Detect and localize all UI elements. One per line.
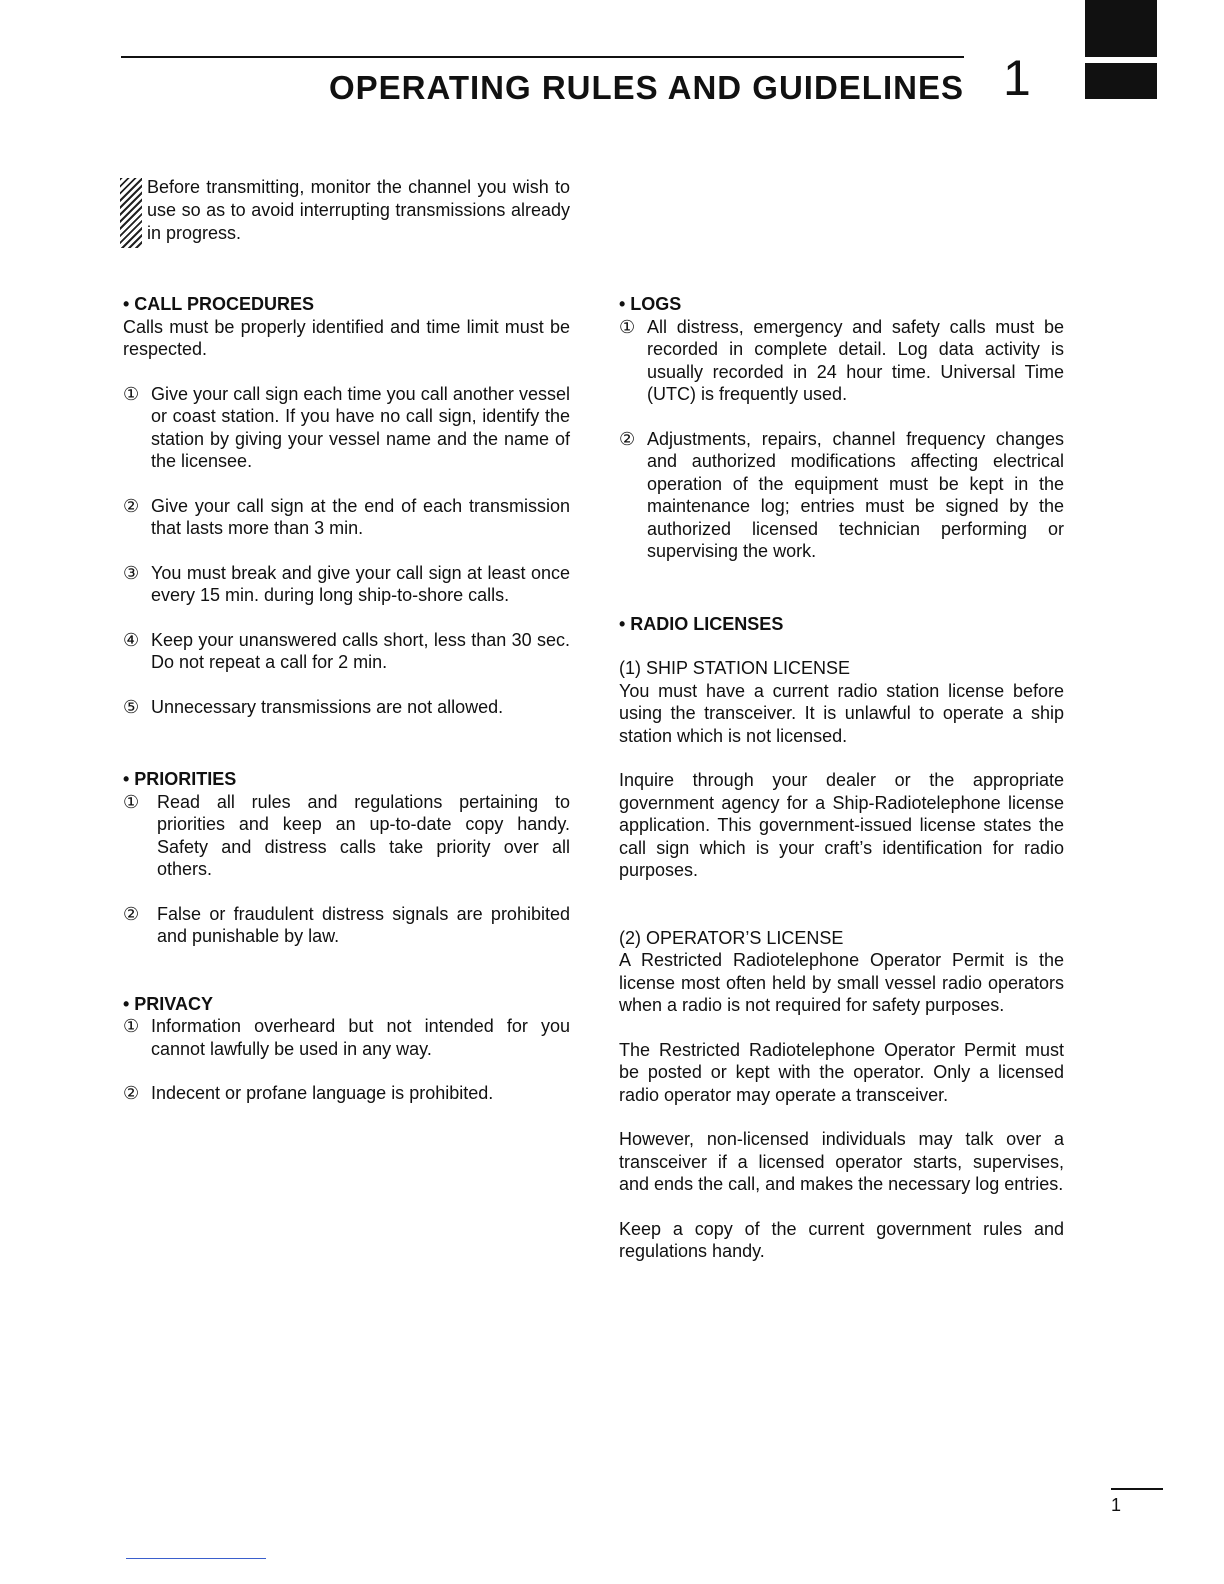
list-item xyxy=(123,791,570,881)
call-procedures-section xyxy=(123,293,570,718)
item-text: Information overheard but not intended for you cannot lawfully be used in any way. xyxy=(151,1016,570,1059)
chapter-tab-marker-top xyxy=(1085,0,1157,57)
priorities-section xyxy=(123,768,570,948)
list-item xyxy=(123,1015,570,1060)
privacy-heading: • PRIVACY xyxy=(123,993,213,1014)
left-column xyxy=(123,293,570,1105)
call-procedures-heading: • CALL PROCEDURES xyxy=(123,294,314,314)
list-item xyxy=(123,1082,570,1105)
priorities-list xyxy=(123,791,570,948)
item-text: Give your call sign at the end of each transmission that lasts more than 3 min. xyxy=(151,495,570,538)
header-rule xyxy=(121,56,964,58)
caution-note xyxy=(120,176,570,248)
item-text: Read all rules and regulations pertaining to priorities and keep an up-to-date copy handy. Safety and distress calls take priority over all others. xyxy=(157,791,570,879)
operator-paragraph: Keep a copy of the current government rules and regulations handy. xyxy=(619,1218,1064,1261)
list-item xyxy=(123,495,570,540)
item-number: ② xyxy=(123,1083,140,1103)
privacy-section xyxy=(123,993,570,1105)
footer-rule xyxy=(1111,1488,1163,1490)
logs-section xyxy=(619,293,1064,563)
operator-paragraph: A Restricted Radiotelephone Operator Permit is the license most often held by small vessel radio operators when a radio is not required for safety purposes. xyxy=(619,950,1064,1015)
operator-license-heading: (2) OPERATOR’S LICENSE xyxy=(619,927,844,948)
ship-station-paragraph: You must have a current radio station license before using the transceiver. It is unlawful to operate a ship station which is not licensed. xyxy=(619,680,1064,746)
list-item xyxy=(619,428,1064,563)
operator-paragraph: The Restricted Radiotelephone Operator Permit must be posted or kept with the operator. Only a licensed radio operator may operate a transceiver. xyxy=(619,1039,1064,1105)
hatched-note-icon xyxy=(120,178,142,248)
call-procedures-intro: Calls must be properly identified and time limit must be respected. xyxy=(123,316,570,359)
page-title: OPERATING RULES AND GUIDELINES xyxy=(328,69,964,106)
item-text: Adjustments, repairs, channel frequency changes and authorized modifications affecting electrical operation of the equipment must be kept in the maintenance log; entries must be signed by the authorized licensed technician performing or supervising the work. xyxy=(647,428,1064,561)
item-number: ② xyxy=(123,495,140,516)
item-number: ③ xyxy=(123,562,140,583)
item-number: ⑤ xyxy=(123,696,140,717)
item-number: ① xyxy=(123,1016,140,1036)
item-number: ① xyxy=(619,316,636,337)
item-number: ① xyxy=(123,791,140,812)
call-procedures-list xyxy=(123,383,570,719)
list-item xyxy=(123,383,570,473)
list-item xyxy=(123,562,570,607)
ship-station-paragraph: Inquire through your dealer or the appropriate government agency for a Ship-Radiotelephone license application. This government-issued license states the call sign which is your craft’s identification for radio purposes. xyxy=(619,770,1064,880)
page-number: 1 xyxy=(1111,1495,1122,1515)
item-text: Give your call sign each time you call another vessel or coast station. If you have no call sign, identify the station by giving your vessel name and the name of the licensee. xyxy=(151,383,570,471)
ship-station-license-heading: (1) SHIP STATION LICENSE xyxy=(619,658,851,678)
privacy-list xyxy=(123,1015,570,1105)
item-number: ④ xyxy=(123,629,140,650)
item-number: ② xyxy=(619,428,636,449)
priorities-heading: • PRIORITIES xyxy=(123,769,237,789)
logs-list xyxy=(619,316,1064,563)
item-text: Unnecessary transmissions are not allowed. xyxy=(151,696,504,717)
radio-licenses-heading: • RADIO LICENSES xyxy=(619,613,784,634)
list-item xyxy=(619,316,1064,406)
caution-note-text: Before transmitting, monitor the channel you wish to use so as to avoid interrupting transmissions already in progress. xyxy=(147,177,570,243)
bottom-link-rule xyxy=(126,1558,266,1559)
chapter-tab-marker-bottom xyxy=(1085,63,1157,99)
operator-paragraph: However, non-licensed individuals may talk over a transceiver if a licensed operator starts, supervises, and ends the call, and makes the necessary log entries. xyxy=(619,1129,1064,1194)
item-number: ① xyxy=(123,383,140,404)
item-text: All distress, emergency and safety calls must be recorded in complete detail. Log data activity is usually recorded in 24 hour time. Universal Time (UTC) is frequently used. xyxy=(647,316,1064,404)
logs-heading: • LOGS xyxy=(619,294,682,314)
item-text: You must break and give your call sign at least once every 15 min. during long ship-to-shore calls. xyxy=(151,562,570,605)
list-item xyxy=(123,903,570,948)
list-item xyxy=(123,629,570,674)
right-column xyxy=(619,293,1064,1263)
list-item xyxy=(123,696,570,719)
item-text: False or fraudulent distress signals are prohibited and punishable by law. xyxy=(157,903,570,946)
radio-licenses-section xyxy=(619,613,1064,1263)
item-text: Keep your unanswered calls short, less than 30 sec. Do not repeat a call for 2 min. xyxy=(151,629,570,672)
chapter-number: 1 xyxy=(1003,50,1031,106)
item-text: Indecent or profane language is prohibited. xyxy=(151,1083,494,1103)
item-number: ② xyxy=(123,903,140,924)
